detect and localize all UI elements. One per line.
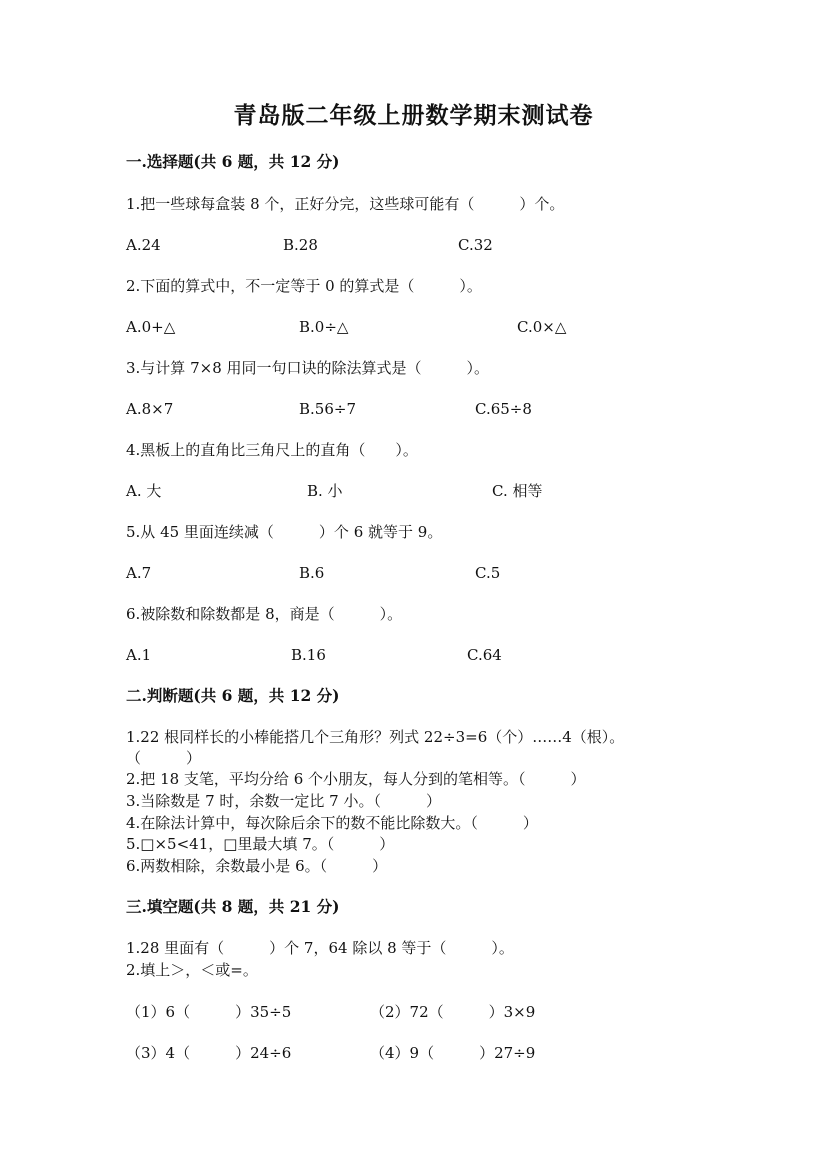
compare-item: （2）72（ ）3×9	[370, 1003, 536, 1021]
question-stem: 4.黑板上的直角比三角尺上的直角（ ）。	[126, 441, 418, 459]
option-c: C.65÷8	[475, 400, 532, 418]
judge-line: 4.在除法计算中，每次除后余下的数不能比除数大。（ ）	[126, 814, 538, 832]
option-b: B.0÷△	[299, 318, 349, 336]
option-a: A.8×7	[126, 400, 174, 418]
question-stem: 1.把一些球每盒装 8 个，正好分完，这些球可能有（ ）个。	[126, 195, 565, 213]
section-heading-judge: 二.判断题(共 6 题，共 12 分)	[126, 686, 340, 705]
option-a: A.24	[126, 236, 161, 254]
judge-line: （ ）	[126, 749, 202, 767]
question-stem: 6.被除数和除数都是 8，商是（ ）。	[126, 605, 403, 623]
option-a: A. 大	[126, 482, 162, 500]
option-c: C.32	[458, 236, 493, 254]
option-c: C.64	[467, 646, 502, 664]
option-b: B. 小	[307, 482, 343, 500]
judge-line: 6.两数相除，余数最小是 6。（ ）	[126, 857, 388, 875]
section-heading-fill: 三.填空题(共 8 题，共 21 分)	[126, 897, 340, 916]
judge-line: 5.□×5<41，□里最大填 7。（ ）	[126, 835, 395, 853]
judge-line: 3.当除数是 7 时，余数一定比 7 小。（ ）	[126, 792, 441, 810]
option-c: C.5	[475, 564, 501, 582]
compare-item: （3）4（ ）24÷6	[126, 1044, 292, 1062]
option-a: A.1	[126, 646, 152, 664]
question-stem: 5.从 45 里面连续减（ ）个 6 就等于 9。	[126, 523, 443, 541]
fill-line: 1.28 里面有（ ）个 7，64 除以 8 等于（ ）。	[126, 939, 514, 957]
option-b: B.56÷7	[299, 400, 356, 418]
option-c: C.0×△	[517, 318, 567, 336]
compare-item: （1）6（ ）35÷5	[126, 1003, 292, 1021]
page-title: 青岛版二年级上册数学期末测试卷	[233, 102, 594, 129]
option-b: B.28	[283, 236, 318, 254]
option-b: B.16	[291, 646, 326, 664]
question-stem: 3.与计算 7×8 用同一句口诀的除法算式是（ ）。	[126, 359, 490, 377]
fill-line: 2.填上＞，＜或=。	[126, 961, 258, 979]
judge-line: 2.把 18 支笔，平均分给 6 个小朋友，每人分到的笔相等。（ ）	[126, 770, 586, 788]
option-c: C. 相等	[492, 482, 543, 500]
option-b: B.6	[299, 564, 325, 582]
option-a: A.7	[126, 564, 152, 582]
judge-line: 1.22 根同样长的小棒能搭几个三角形？列式 22÷3=6（个）……4（根）。	[126, 728, 625, 746]
compare-item: （4）9（ ）27÷9	[370, 1044, 536, 1062]
section-heading-choice: 一.选择题(共 6 题，共 12 分)	[126, 152, 340, 171]
question-stem: 2.下面的算式中，不一定等于 0 的算式是（ ）。	[126, 277, 482, 295]
option-a: A.0+△	[126, 318, 176, 336]
